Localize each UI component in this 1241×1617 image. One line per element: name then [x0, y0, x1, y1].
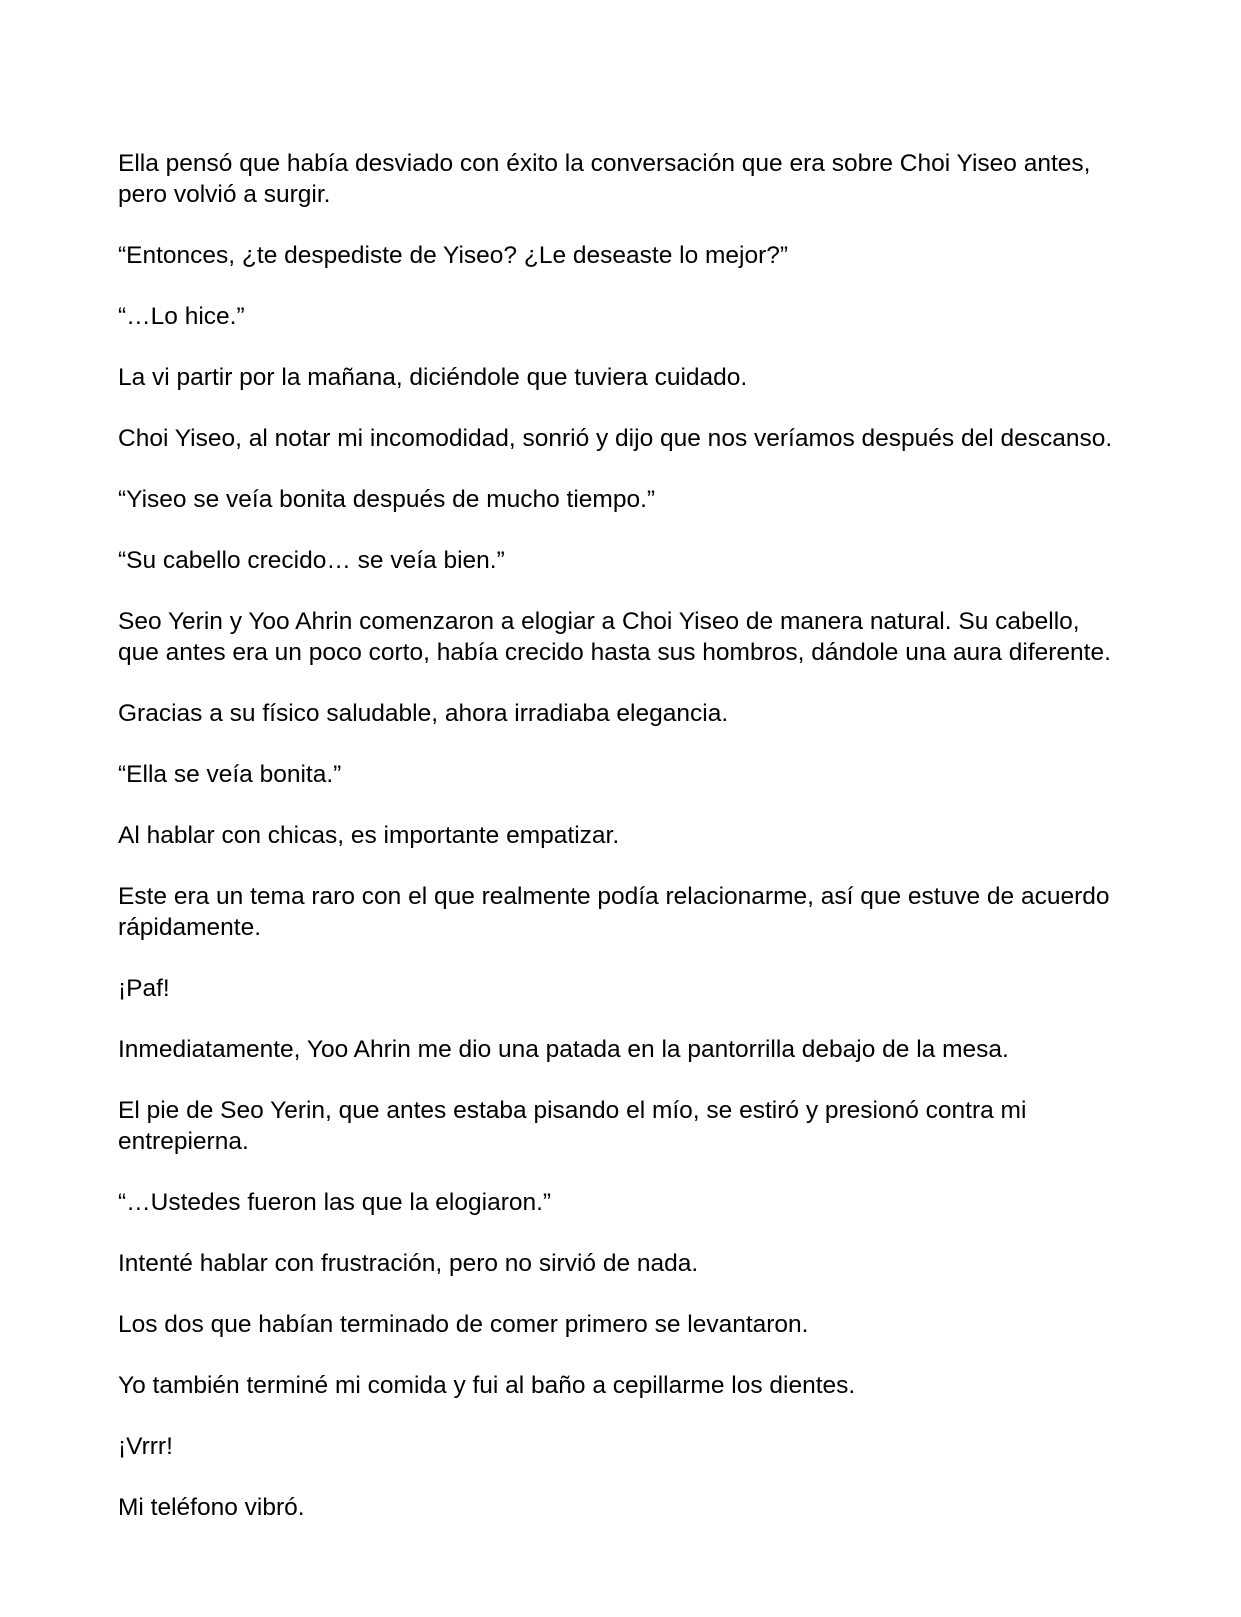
- paragraph: El pie de Seo Yerin, que antes estaba pisando el mío, se estiró y presionó contra mi entrepierna.: [118, 1097, 1027, 1155]
- paragraph: Yo también terminé mi comida y fui al baño a cepillarme los dientes.: [118, 1372, 856, 1399]
- paragraph: Gracias a su físico saludable, ahora irradiaba elegancia.: [118, 700, 729, 727]
- document-body: [118, 148, 1118, 1553]
- paragraph: Choi Yiseo, al notar mi incomodidad, sonrió y dijo que nos veríamos después del descanso.: [118, 425, 1113, 452]
- paragraph: Seo Yerin y Yoo Ahrin comenzaron a elogiar a Choi Yiseo de manera natural. Su cabello, que antes era un poco corto, había crecido hasta sus hombros, dándole una aura diferente.: [118, 608, 1111, 666]
- paragraph: Mi teléfono vibró.: [118, 1494, 305, 1521]
- paragraph: Los dos que habían terminado de comer primero se levantaron.: [118, 1311, 809, 1338]
- paragraph: Intenté hablar con frustración, pero no sirvió de nada.: [118, 1250, 699, 1277]
- paragraph: “…Lo hice.”: [118, 303, 245, 330]
- paragraph: ¡Paf!: [118, 975, 170, 1002]
- paragraph: Al hablar con chicas, es importante empatizar.: [118, 822, 620, 849]
- paragraph: “Yiseo se veía bonita después de mucho tiempo.”: [118, 486, 656, 513]
- paragraph: Este era un tema raro con el que realmente podía relacionarme, así que estuve de acuerdo rápidamente.: [118, 883, 1110, 941]
- paragraph: Ella pensó que había desviado con éxito la conversación que era sobre Choi Yiseo antes, pero volvió a surgir.: [118, 150, 1091, 208]
- paragraph: “Ella se veía bonita.”: [118, 761, 342, 788]
- paragraph: “Entonces, ¿te despediste de Yiseo? ¿Le deseaste lo mejor?”: [118, 242, 789, 269]
- paragraph: La vi partir por la mañana, diciéndole que tuviera cuidado.: [118, 364, 748, 391]
- paragraph: “…Ustedes fueron las que la elogiaron.”: [118, 1189, 552, 1216]
- paragraph: ¡Vrrr!: [118, 1433, 173, 1460]
- paragraph: “Su cabello crecido… se veía bien.”: [118, 547, 505, 574]
- paragraph: Inmediatamente, Yoo Ahrin me dio una patada en la pantorrilla debajo de la mesa.: [118, 1036, 1009, 1063]
